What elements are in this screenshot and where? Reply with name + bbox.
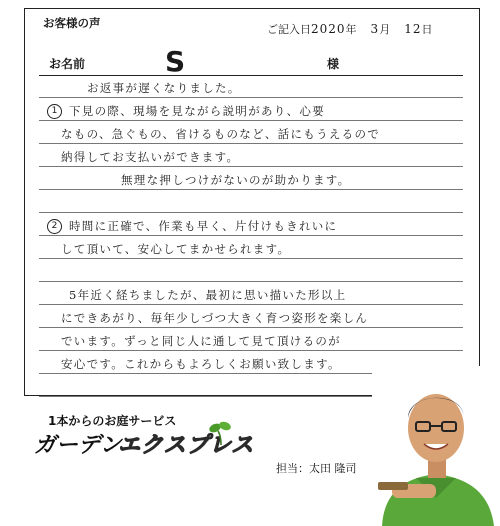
brand-tagline: 1本からのお庭サービス bbox=[48, 414, 177, 428]
date-year-unit: 年 bbox=[345, 23, 357, 36]
form-title: お客様の声 bbox=[43, 16, 101, 30]
handwritten-line: お返事が遅くなりました。 bbox=[87, 81, 241, 95]
handwritten-line: 無理な押しつけがないのが助かります。 bbox=[121, 173, 351, 187]
name-label: お名前 bbox=[49, 57, 86, 71]
submission-date bbox=[267, 21, 432, 37]
date-label: ご記入日 bbox=[267, 23, 311, 36]
handwritten-line: 安心です。これからもよろしくお願い致します。 bbox=[61, 357, 341, 371]
handwritten-line: にできあがり、毎年少しづつ大きく育つ姿形を楽しん bbox=[61, 311, 369, 325]
ruled-line bbox=[39, 350, 463, 351]
date-month-unit: 月 bbox=[379, 23, 391, 36]
ruled-line bbox=[39, 166, 463, 167]
sprout-icon bbox=[208, 420, 234, 450]
handwritten-line: でいます。ずっと同じ人に通して見て頂けるのが bbox=[61, 334, 341, 348]
ruled-line bbox=[39, 143, 463, 144]
handwritten-line: 時間に正確で、作業も早く、片付けもきれいに bbox=[69, 219, 338, 233]
ruled-line bbox=[39, 281, 463, 282]
date-day-unit: 日 bbox=[421, 23, 433, 36]
ruled-line bbox=[39, 97, 463, 98]
ruled-line bbox=[39, 120, 463, 121]
brand-name-accent: エクスプレス bbox=[118, 433, 255, 458]
ruled-line bbox=[39, 235, 463, 236]
date-day: 12 bbox=[404, 22, 422, 36]
handwritten-line: 5年近く経ちましたが、最初に思い描いた形以上 bbox=[69, 288, 347, 302]
staff-photo bbox=[372, 366, 500, 526]
handwritten-line: 納得してお支払いができます。 bbox=[61, 150, 240, 164]
handwritten-line: して頂いて、安心してまかせられます。 bbox=[61, 242, 291, 256]
name-honorific: 様 bbox=[327, 57, 340, 71]
name-underline bbox=[39, 75, 463, 76]
staff-name: 担当：太田 隆司 bbox=[276, 462, 357, 475]
ruled-line bbox=[39, 304, 463, 305]
ruled-line bbox=[39, 258, 463, 259]
date-month: 3 bbox=[370, 22, 380, 36]
brand-name-main: ガーデン bbox=[34, 433, 122, 458]
handwritten-line: 下見の際、現場を見ながら説明があり、心要 bbox=[69, 104, 325, 118]
ruled-line bbox=[39, 212, 463, 213]
handwritten-line: なもの、急ぐもの、省けるものなど、話にもうえるので bbox=[61, 127, 381, 141]
ruled-line bbox=[39, 189, 463, 190]
item-number-marker: 2 bbox=[47, 219, 62, 234]
testimonial-card bbox=[24, 8, 480, 396]
item-number-marker: 1 bbox=[47, 104, 62, 119]
date-year: 2020 bbox=[311, 22, 346, 36]
ruled-line bbox=[39, 327, 463, 328]
customer-name: S bbox=[165, 45, 186, 78]
